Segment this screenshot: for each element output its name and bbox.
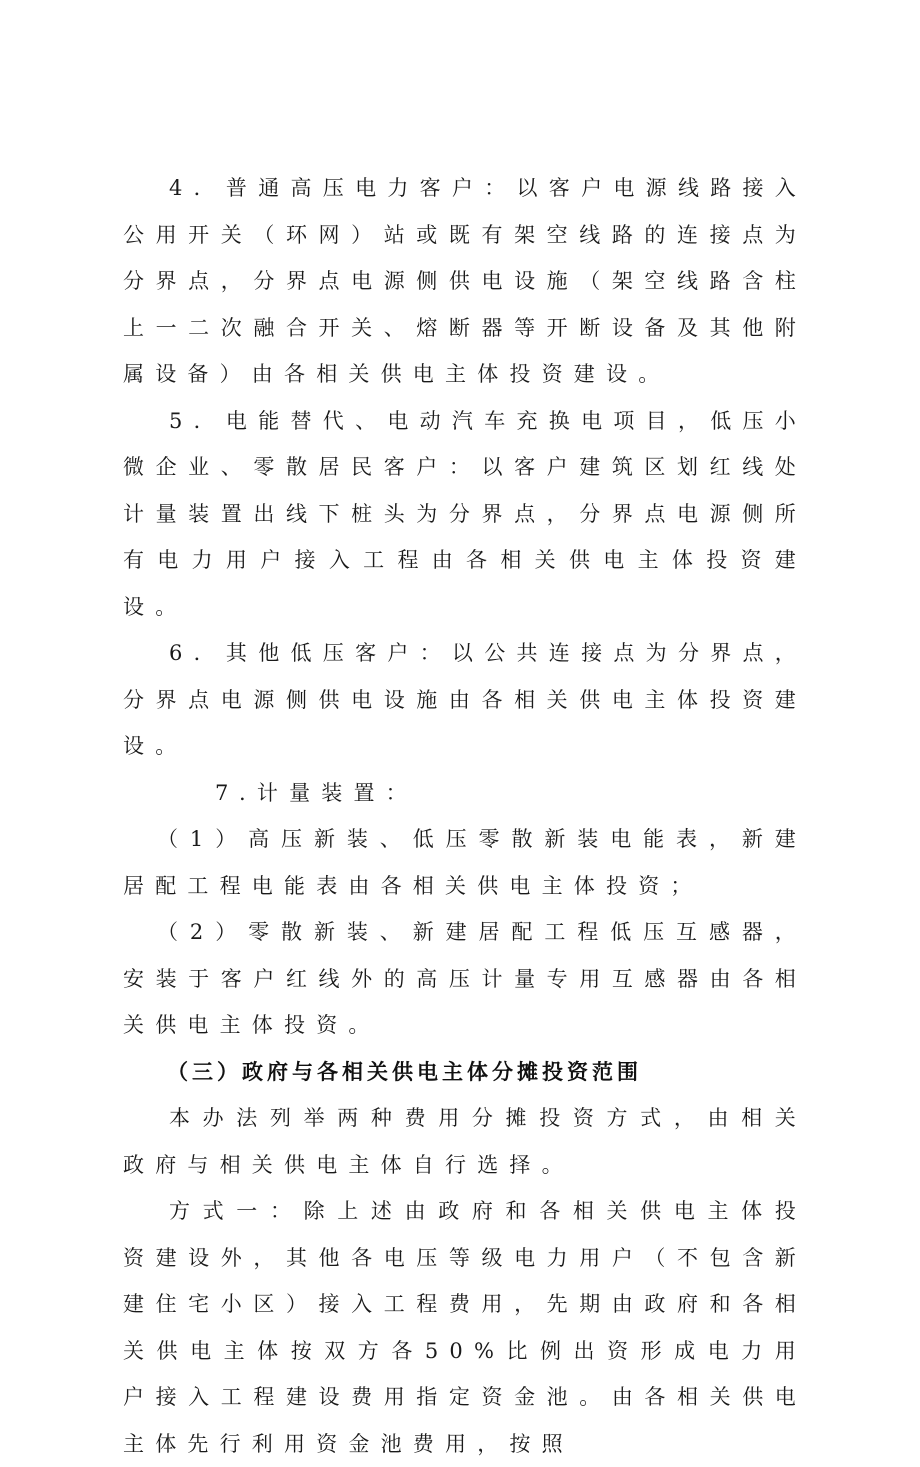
paragraph-item-4: 4．普通高压电力客户：以客户电源线路接入公用开关（环网）站或既有架空线路的连接点为分界点，分界点电源侧供电设施（架空线路含柱上一二次融合开关、熔断器等开断设备及其他附属设备）由各相关供电主体投资建设。 [123, 176, 807, 386]
paragraph-intro: 本办法列举两种费用分摊投资方式，由相关政府与相关供电主体自行选择。 [123, 1106, 807, 1177]
paragraph-item-7-2: （2）零散新装、新建居配工程低压互感器，安装于客户红线外的高压计量专用互感器由各相关供电主体投资。 [123, 920, 807, 1037]
paragraph-item-5: 5．电能替代、电动汽车充换电项目，低压小微企业、零散居民客户：以客户建筑区划红线处计量装置出线下桩头为分界点，分界点电源侧所有电力用户接入工程由各相关供电主体投资建设。 [123, 408, 807, 619]
item-7-title: .计量装置： [239, 780, 418, 805]
paragraph-item-6: 6．其他低压客户：以公共连接点为分界点，分界点电源侧供电设施由各相关供电主体投资建设。 [123, 641, 807, 758]
document-page [123, 165, 807, 1467]
item-7-number: 7 [215, 780, 229, 805]
paragraph-method-1: 方式一：除上述由政府和各相关供电主体投资建设外，其他各电压等级电力用户（不包含新建住宅小区）接入工程费用，先期由政府和各相关供电主体按双方各50%比例出资形成电力用户接入工程建设费用指定资金池。由各相关供电主体先行利用资金池费用，按照 [123, 1199, 807, 1456]
section-heading: （三）政府与各相关供电主体分摊投资范围 [167, 1059, 642, 1084]
paragraph-item-7 [123, 770, 807, 817]
paragraph-item-7-1: （1）高压新装、低压零散新装电能表，新建居配工程电能表由各相关供电主体投资； [123, 827, 807, 898]
